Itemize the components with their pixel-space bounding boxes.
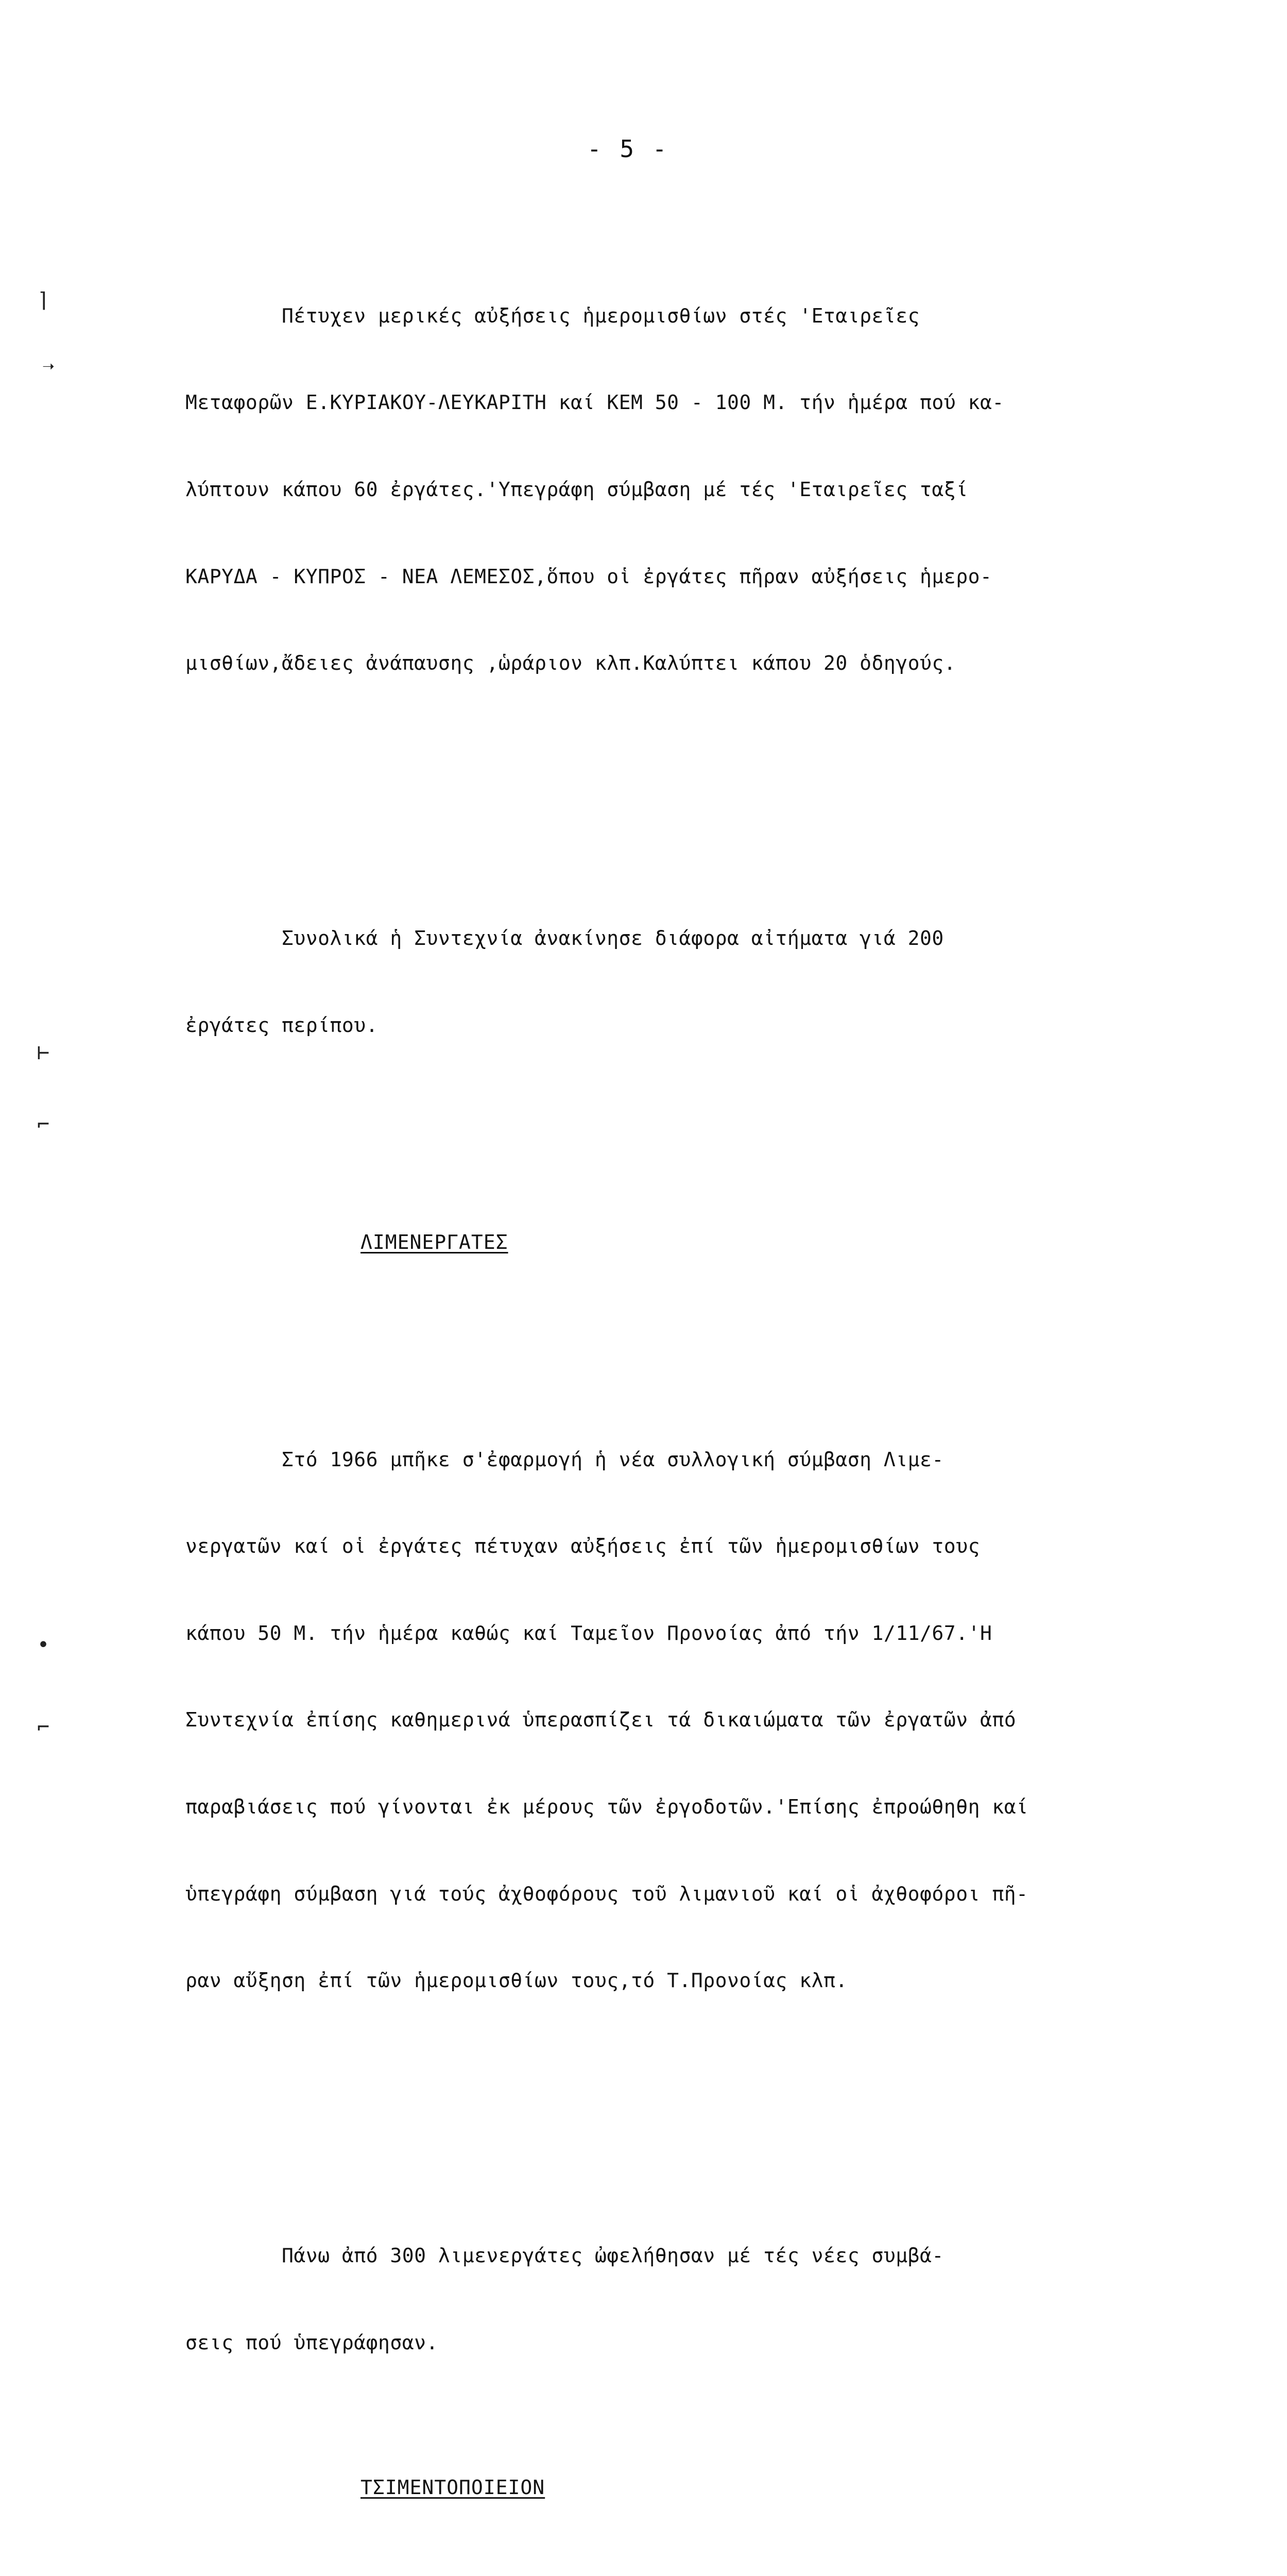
text-line: Πάνω ἀπό 300 λιμενεργάτες ὠφελήθησαν μέ τές νέες συμβά- [185,2244,944,2267]
paragraph-summary [185,866,1159,1098]
text-line: ΚΑΡΥΔΑ - ΚΥΠΡΟΣ - ΝΕΑ ΛΕΜΕΣΟΣ,ὅπου οἱ ἐργάτες πῆραν αὐξήσεις ἡμερο- [185,565,992,588]
text-line: παραβιάσεις πού γίνονται ἐκ μέρους τῶν ἐργοδοτῶν.'Επίσης ἐπροώθηθη καί [185,1795,1028,1818]
section-heading-dockworkers: ΛΙΜΕΝΕΡΓΑΤΕΣ [361,1231,508,1254]
paragraph-dockworkers [185,1387,1159,2053]
margin-arrow-mark: ➝ [42,355,55,379]
text-line: Μεταφορῶν Ε.ΚΥΡΙΑΚΟΥ-ΛΕΥΚΑΡΙΤΗ καί ΚΕΜ 50 - 100 Μ. τήν ἡμέρα πού κα- [185,391,1004,414]
margin-mark: ⌉ [37,289,50,312]
text-line: λύπτουν κάπου 60 ἐργάτες.'Υπεγράφη σύμβαση μέ τές 'Εταιρεῖες ταξί [185,478,968,501]
margin-mark: ⊢ [37,1041,50,1064]
text-line: Συντεχνία ἐπίσης καθημερινά ὑπερασπίζει τά δικαιώματα τῶν ἐργατῶν ἀπό [185,1708,1017,1732]
text-line: Συνολικά ἡ Συντεχνία ἀνακίνησε διάφορα αἰτήματα γιά 200 [185,927,944,950]
text-line: νεργατῶν καί οἱ ἐργάτες πέτυχαν αὐξήσεις ἐπί τῶν ἡμερομισθίων τους [185,1535,980,1558]
page-number: - 5 - [587,135,669,163]
body-text [185,185,1159,2576]
paragraph-transport [185,243,1159,735]
text-line: μισθίων,ἄδειες ἀνάπαυσης ,ὡράριον κλπ.Καλύπτει κάπου 20 ὁδηγούς. [185,652,956,675]
text-line: Πέτυχεν μερικές αὐξήσεις ἡμερομισθίων στές 'Εταιρεῖες [185,304,920,327]
text-line: κάπου 50 Μ. τήν ἡμέρα καθώς καί Ταμεῖον Προνοίας ἀπό τήν 1/11/67.'Η [185,1621,992,1645]
margin-mark: ⌐ [37,1716,50,1739]
section-heading-cement: ΤΣΙΜΕΝΤΟΠΟΙΕΙΟΝ [361,2476,545,2499]
text-line: Στό 1966 μπῆκε σ'ἐφαρμογή ἡ νέα συλλογική σύμβαση Λιμε- [185,1448,944,1471]
text-line: ραν αὔξηση ἐπί τῶν ἡμερομισθίων τους,τό Τ.Προνοίας κλπ. [185,1969,848,1992]
text-line: ὑπεγράφη σύμβαση γιά τούς ἀχθοφόρους τοῦ λιμανιοῦ καί οἱ ἀχθοφόροι πῆ- [185,1882,1028,1905]
paragraph-dockworkers-total [185,2183,1159,2415]
text-line: ἐργάτες περίπου. [185,1013,379,1037]
margin-mark: • [37,1633,50,1657]
text-line: σεις πού ὑπεγράφησαν. [185,2331,438,2354]
margin-mark: ⌐ [37,1113,50,1137]
